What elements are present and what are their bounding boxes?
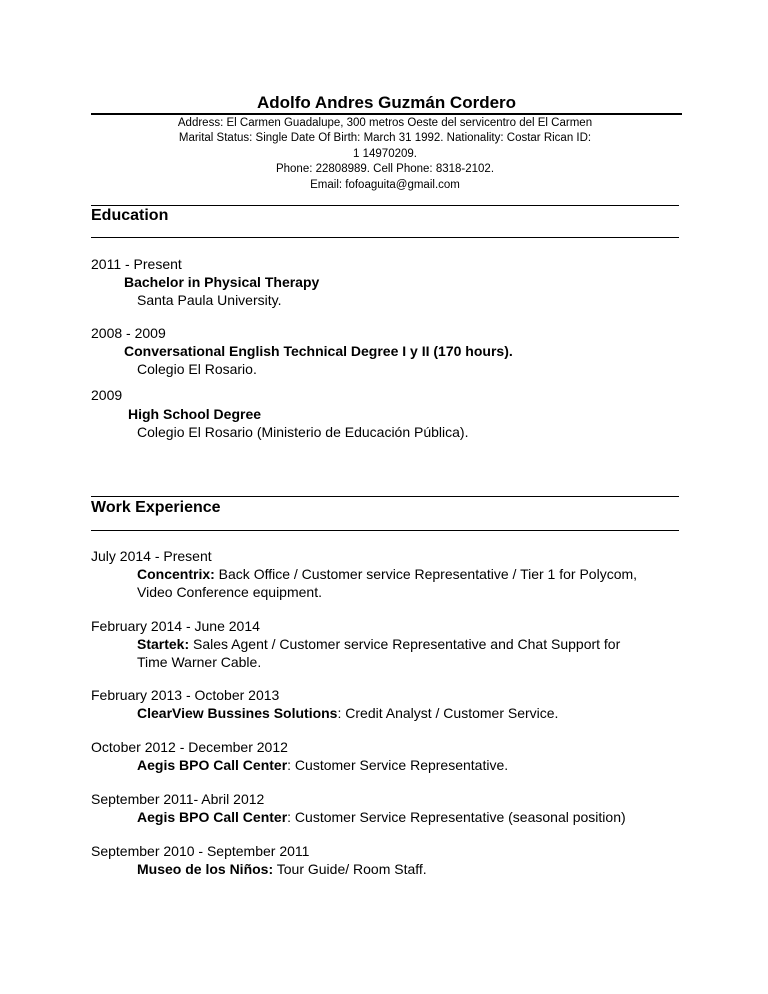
education-degree: Conversational English Technical Degree I y II (170 hours). xyxy=(124,343,513,359)
contact-phones: Phone: 22808989. Cell Phone: 8318-2102. xyxy=(275,163,495,176)
education-school: Colegio El Rosario. xyxy=(137,361,257,377)
work-entry xyxy=(137,565,682,601)
work-entry xyxy=(137,808,682,826)
work-entry xyxy=(137,704,682,722)
job-description: Tour Guide/ Room Staff. xyxy=(273,861,427,877)
education-bottom-rule xyxy=(91,237,679,238)
job-description: Back Office / Customer service Representative / Tier 1 for Polycom, xyxy=(214,566,638,582)
work-line xyxy=(137,704,682,722)
job-description-continued: Time Warner Cable. xyxy=(137,654,262,670)
company-name: Museo de los Niños: xyxy=(137,861,274,877)
work-date: September 2010 - September 2011 xyxy=(91,843,310,859)
company-name: Aegis BPO Call Center xyxy=(137,757,288,773)
job-description: : Customer Service Representative. xyxy=(287,757,509,773)
education-degree: Bachelor in Physical Therapy xyxy=(124,274,320,290)
work-top-rule xyxy=(91,496,679,497)
contact-address: Address: El Carmen Guadalupe, 300 metros Oeste del servicentro del El Carmen xyxy=(177,117,593,129)
candidate-name: Adolfo Andres Guzmán Cordero xyxy=(256,93,517,112)
contact-personal-info: Marital Status: Single Date Of Birth: March 31 1992. Nationality: Costar Rican ID: xyxy=(178,132,592,145)
contact-block xyxy=(155,116,615,193)
job-description: : Customer Service Representative (seasonal position) xyxy=(287,809,626,825)
company-name: Startek: xyxy=(137,636,190,652)
education-heading: Education xyxy=(91,207,169,224)
education-school: Colegio El Rosario (Ministerio de Educación Pública). xyxy=(137,424,469,440)
company-name: ClearView Bussines Solutions xyxy=(137,705,338,721)
job-description: : Credit Analyst / Customer Service. xyxy=(337,705,559,721)
work-date: September 2011- Abril 2012 xyxy=(91,791,265,807)
education-school: Santa Paula University. xyxy=(137,292,282,308)
work-date: February 2013 - October 2013 xyxy=(91,687,280,703)
company-name: Concentrix: xyxy=(137,566,215,582)
work-entry xyxy=(137,756,682,774)
job-description: Sales Agent / Customer service Representative and Chat Support for xyxy=(189,636,621,652)
work-line xyxy=(137,635,682,653)
work-heading: Work Experience xyxy=(91,499,221,516)
contact-id-number: 1 14970209. xyxy=(353,147,417,160)
work-date: February 2014 - June 2014 xyxy=(91,618,260,634)
education-degree: High School Degree xyxy=(128,406,262,422)
education-date: 2009 xyxy=(91,387,123,403)
company-name: Aegis BPO Call Center xyxy=(137,809,288,825)
work-date: July 2014 - Present xyxy=(91,548,212,564)
contact-email: Email: fofoaguita@gmail.com xyxy=(310,178,460,191)
work-entry xyxy=(137,860,682,878)
education-top-rule xyxy=(91,205,679,206)
education-date: 2011 - Present xyxy=(91,256,182,272)
work-line xyxy=(137,565,682,583)
work-bottom-rule xyxy=(91,530,679,531)
work-line xyxy=(137,860,682,878)
job-description-continued: Video Conference equipment. xyxy=(137,584,322,600)
work-entry xyxy=(137,635,682,671)
education-date: 2008 - 2009 xyxy=(91,325,166,341)
work-line xyxy=(137,808,682,826)
work-line xyxy=(137,756,682,774)
work-date: October 2012 - December 2012 xyxy=(91,739,288,755)
name-underline xyxy=(91,113,682,115)
